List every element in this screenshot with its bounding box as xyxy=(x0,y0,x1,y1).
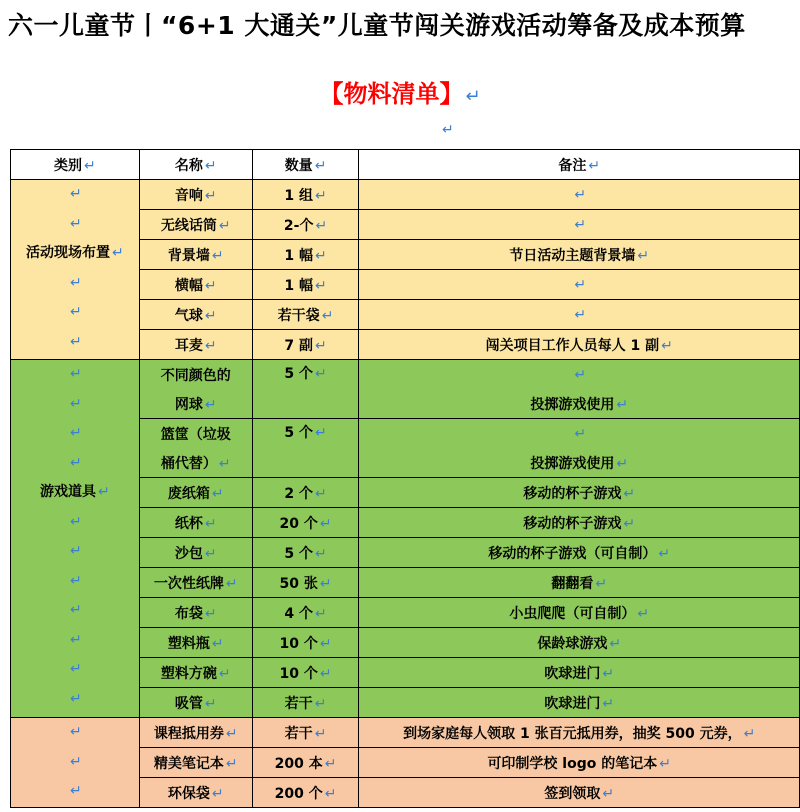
category-cell xyxy=(11,360,140,718)
item-quantity: 1 幅 xyxy=(284,277,313,294)
category-cell xyxy=(11,718,140,808)
item-quantity: 10 个 xyxy=(279,665,318,682)
item-quantity: 5 个 xyxy=(284,425,313,441)
paragraph-mark-icon: ↵ xyxy=(70,304,82,320)
item-note-cell xyxy=(359,748,800,778)
item-name-cell xyxy=(139,508,252,538)
item-note-cell xyxy=(359,210,800,240)
paragraph-mark-icon: ↵ xyxy=(204,337,217,354)
paragraph-mark-icon: ↵ xyxy=(204,277,217,294)
paragraph-mark-icon: ↵ xyxy=(70,186,82,202)
item-name-cell xyxy=(139,478,252,508)
paragraph-mark-icon: ↵ xyxy=(70,366,82,382)
item-quantity: 5 个 xyxy=(284,366,313,382)
paragraph-mark-icon: ↵ xyxy=(616,396,629,413)
paragraph-mark-icon: ↵ xyxy=(204,187,217,204)
item-quantity: 4 个 xyxy=(284,605,313,622)
item-name-cell xyxy=(139,270,252,300)
table-row xyxy=(11,718,800,748)
paragraph-mark-icon: ↵ xyxy=(70,690,82,707)
item-note: 投掷游戏使用 xyxy=(530,455,615,472)
paragraph-mark-icon: ↵ xyxy=(574,366,587,383)
item-name: 网球 xyxy=(174,396,203,413)
item-quantity-cell xyxy=(252,778,359,808)
item-name: 耳麦 xyxy=(174,337,203,354)
item-quantity-cell xyxy=(252,628,359,658)
paragraph-mark-icon: ↵ xyxy=(602,665,615,682)
item-quantity: 1 幅 xyxy=(284,247,313,264)
paragraph-mark-icon: ↵ xyxy=(70,274,82,291)
header-quantity: 数量 ↵ xyxy=(252,150,359,180)
item-note: 可印制学校 logo 的笔记本 xyxy=(487,755,658,772)
paragraph-mark-icon: ↵ xyxy=(70,454,82,471)
item-name: 精美笔记本 xyxy=(153,755,224,772)
paragraph-mark-icon: ↵ xyxy=(70,513,82,530)
item-quantity-cell xyxy=(252,210,359,240)
paragraph-mark-icon: ↵ xyxy=(204,307,217,324)
paragraph-mark-icon: ↵ xyxy=(225,755,238,772)
paragraph-mark-icon: ↵ xyxy=(574,276,587,293)
paragraph-mark-icon: ↵ xyxy=(743,725,756,742)
paragraph-mark-icon: ↵ xyxy=(225,725,238,742)
paragraph-mark-icon: ↵ xyxy=(602,785,615,802)
paragraph-mark-icon: ↵ xyxy=(574,186,587,203)
paragraph-mark-icon: ↵ xyxy=(324,755,337,772)
item-note-cell xyxy=(359,628,800,658)
item-quantity: 2-个 xyxy=(283,217,314,234)
paragraph-mark-icon: ↵ xyxy=(204,515,217,532)
item-name: 布袋 xyxy=(174,605,203,622)
paragraph-mark-icon: ↵ xyxy=(211,785,224,802)
item-name: 桶代替） xyxy=(160,455,217,472)
item-name-cell xyxy=(139,778,252,808)
paragraph-mark-icon: ↵ xyxy=(321,307,334,324)
item-quantity-cell xyxy=(252,180,359,210)
paragraph-mark-icon: ↵ xyxy=(315,247,327,264)
item-quantity: 200 个 xyxy=(274,785,323,802)
paragraph-mark-icon: ↵ xyxy=(218,665,231,682)
item-name-cell xyxy=(139,718,252,748)
paragraph-mark-icon: ↵ xyxy=(70,333,82,350)
item-name-cell xyxy=(139,628,252,658)
paragraph-mark-icon: ↵ xyxy=(211,247,224,264)
paragraph-mark-icon: ↵ xyxy=(315,337,327,354)
item-note: 移动的杯子游戏（可自制） xyxy=(488,545,657,562)
paragraph-mark-icon: ↵ xyxy=(442,122,454,138)
item-note: 节日活动主题背景墙 xyxy=(509,247,636,264)
paragraph-mark-icon: ↵ xyxy=(661,337,673,354)
item-quantity: 若干 xyxy=(284,725,313,742)
item-name-cell xyxy=(139,658,252,688)
paragraph-mark-icon: ↵ xyxy=(204,695,217,712)
item-name: 塑料方碗 xyxy=(160,665,217,682)
item-note: 吹球进门 xyxy=(544,665,601,682)
item-note-cell xyxy=(359,688,800,718)
item-quantity-cell xyxy=(252,270,359,300)
item-quantity-cell xyxy=(252,598,359,628)
item-name: 篮筐（垃圾 xyxy=(160,426,231,443)
item-name: 纸杯 xyxy=(174,515,203,532)
item-quantity: 10 个 xyxy=(279,635,318,652)
item-quantity: 若干袋 xyxy=(277,307,320,324)
paragraph-mark-icon: ↵ xyxy=(112,245,124,261)
paragraph-mark-icon: ↵ xyxy=(574,216,587,233)
item-quantity-cell xyxy=(252,508,359,538)
paragraph-mark-icon: ↵ xyxy=(602,695,615,712)
item-note: 保龄球游戏 xyxy=(537,635,608,652)
item-name: 无线话筒 xyxy=(160,217,217,234)
item-name: 横幅 xyxy=(174,277,203,294)
item-quantity: 20 个 xyxy=(279,515,318,532)
paragraph-mark-icon: ↵ xyxy=(574,306,587,323)
item-note-cell xyxy=(359,598,800,628)
item-name-cell xyxy=(139,448,252,478)
item-note-cell xyxy=(359,568,800,598)
paragraph-mark-icon: ↵ xyxy=(70,753,82,770)
item-name-cell xyxy=(139,419,252,449)
paragraph-mark-icon: ↵ xyxy=(319,575,332,592)
item-quantity: 1 组 xyxy=(284,187,313,204)
item-quantity: 5 个 xyxy=(284,545,313,562)
paragraph-mark-icon: ↵ xyxy=(465,86,481,107)
item-name-cell xyxy=(139,598,252,628)
item-name: 背景墙 xyxy=(167,247,210,264)
item-note: 移动的杯子游戏 xyxy=(523,485,622,502)
item-quantity: 若干 xyxy=(284,695,313,712)
item-quantity-cell xyxy=(252,360,359,419)
item-name-cell xyxy=(139,389,252,419)
item-quantity-cell xyxy=(252,419,359,478)
item-name-cell xyxy=(139,748,252,778)
item-note: 签到领取 xyxy=(544,785,601,802)
category-label: 活动现场布置 xyxy=(26,245,111,261)
header-category: 类别 ↵ xyxy=(11,150,140,180)
paragraph-mark-icon: ↵ xyxy=(623,515,636,532)
item-quantity: 200 本 xyxy=(274,755,323,772)
item-note: 吹球进门 xyxy=(544,695,601,712)
item-note: 移动的杯子游戏 xyxy=(523,515,622,532)
item-name: 塑料瓶 xyxy=(167,635,210,652)
item-name-cell xyxy=(139,300,252,330)
item-name: 吸管 xyxy=(174,695,203,712)
paragraph-mark-icon: ↵ xyxy=(204,545,217,562)
paragraph-mark-icon: ↵ xyxy=(70,572,82,589)
item-note: 投掷游戏使用 xyxy=(530,396,615,413)
item-note-cell xyxy=(359,718,800,748)
item-quantity-cell xyxy=(252,688,359,718)
item-note-cell xyxy=(359,419,800,449)
table-row xyxy=(11,180,800,210)
item-note-cell xyxy=(359,240,800,270)
paragraph-mark-icon: ↵ xyxy=(225,575,238,592)
paragraph-mark-icon: ↵ xyxy=(637,247,650,264)
paragraph-mark-icon: ↵ xyxy=(319,515,332,532)
document-title: 六一儿童节丨“6+1 大通关”儿童节闯关游戏活动筹备及成本预算 xyxy=(8,11,746,40)
item-name: 废纸箱 xyxy=(167,485,210,502)
item-quantity-cell xyxy=(252,330,359,360)
item-quantity: 50 张 xyxy=(279,575,318,592)
table-row xyxy=(11,360,800,390)
item-name-cell xyxy=(139,688,252,718)
item-note: 翻翻看 xyxy=(551,575,594,592)
paragraph-mark-icon: ↵ xyxy=(70,543,82,559)
item-note: 到场家庭每人领取 1 张百元抵用券，抽奖 500 元券， xyxy=(403,725,742,742)
paragraph-mark-icon: ↵ xyxy=(314,695,327,712)
paragraph-mark-icon: ↵ xyxy=(70,661,82,677)
paragraph-mark-icon: ↵ xyxy=(315,187,327,204)
item-quantity-cell xyxy=(252,478,359,508)
category-cell xyxy=(11,180,140,360)
item-name: 不同颜色的 xyxy=(160,367,231,384)
item-quantity-cell xyxy=(252,538,359,568)
item-note-cell xyxy=(359,508,800,538)
item-name: 环保袋 xyxy=(167,785,210,802)
paragraph-mark-icon: ↵ xyxy=(314,725,327,742)
item-name-cell xyxy=(139,240,252,270)
paragraph-mark-icon: ↵ xyxy=(319,665,332,682)
category-label: 游戏道具 xyxy=(40,484,97,500)
paragraph-mark-icon: ↵ xyxy=(315,217,328,234)
paragraph-mark-icon: ↵ xyxy=(595,575,608,592)
item-quantity: 2 个 xyxy=(284,485,313,502)
paragraph-mark-icon: ↵ xyxy=(211,485,224,502)
paragraph-mark-icon: ↵ xyxy=(616,455,629,472)
item-name-cell xyxy=(139,180,252,210)
paragraph-mark-icon: ↵ xyxy=(609,635,622,652)
item-name-cell xyxy=(139,360,252,390)
paragraph-mark-icon: ↵ xyxy=(315,605,327,622)
item-note-cell xyxy=(359,478,800,508)
item-note-cell xyxy=(359,360,800,390)
item-note: 小虫爬爬（可自制） xyxy=(509,605,636,622)
paragraph-mark-icon: ↵ xyxy=(315,545,327,562)
item-note-cell xyxy=(359,180,800,210)
item-note-cell xyxy=(359,270,800,300)
paragraph-mark-icon: ↵ xyxy=(315,425,327,441)
paragraph-mark-icon: ↵ xyxy=(70,425,82,441)
item-note-cell xyxy=(359,448,800,478)
paragraph-mark-icon: ↵ xyxy=(315,366,327,382)
item-note-cell xyxy=(359,300,800,330)
paragraph-mark-icon: ↵ xyxy=(70,724,82,740)
header-name: 名称 ↵ xyxy=(139,150,252,180)
item-quantity-cell xyxy=(252,300,359,330)
item-name: 音响 xyxy=(174,187,203,204)
item-name-cell xyxy=(139,210,252,240)
paragraph-mark-icon: ↵ xyxy=(623,485,636,502)
item-quantity-cell xyxy=(252,748,359,778)
paragraph-mark-icon: ↵ xyxy=(211,635,224,652)
paragraph-mark-icon: ↵ xyxy=(637,605,650,622)
paragraph-mark-icon: ↵ xyxy=(218,455,231,472)
item-note-cell xyxy=(359,389,800,419)
paragraph-mark-icon: ↵ xyxy=(70,783,82,799)
paragraph-mark-icon: ↵ xyxy=(659,755,671,772)
item-note-cell xyxy=(359,658,800,688)
item-note-cell xyxy=(359,778,800,808)
item-note-cell xyxy=(359,330,800,360)
table-header-row xyxy=(11,150,800,180)
item-name-cell xyxy=(139,568,252,598)
item-name-cell xyxy=(139,538,252,568)
paragraph-mark-icon: ↵ xyxy=(315,277,327,294)
item-name: 课程抵用券 xyxy=(153,725,224,742)
section-subtitle: 【物料清单】 ↵ xyxy=(319,80,481,108)
paragraph-mark-icon: ↵ xyxy=(319,635,332,652)
paragraph-mark-icon: ↵ xyxy=(204,396,217,413)
item-quantity-cell xyxy=(252,568,359,598)
item-quantity-cell xyxy=(252,658,359,688)
paragraph-mark-icon: ↵ xyxy=(70,395,82,412)
item-quantity-cell xyxy=(252,718,359,748)
paragraph-mark-icon: ↵ xyxy=(324,785,337,802)
item-quantity-cell xyxy=(252,240,359,270)
item-name: 沙包 xyxy=(174,545,203,562)
paragraph-mark-icon: ↵ xyxy=(574,425,587,442)
paragraph-mark-icon: ↵ xyxy=(70,602,82,618)
paragraph-mark-icon: ↵ xyxy=(70,215,82,232)
paragraph-mark-icon: ↵ xyxy=(218,217,231,234)
item-quantity: 7 副 xyxy=(284,337,313,354)
item-name: 气球 xyxy=(174,307,203,324)
paragraph-mark-icon: ↵ xyxy=(70,631,82,648)
item-name: 一次性纸牌 xyxy=(153,575,224,592)
materials-table xyxy=(10,149,800,808)
paragraph-mark-icon: ↵ xyxy=(315,485,327,502)
paragraph-mark-icon: ↵ xyxy=(204,605,217,622)
item-note-cell xyxy=(359,538,800,568)
item-name-cell xyxy=(139,330,252,360)
header-note: 备注 ↵ xyxy=(359,150,800,180)
item-note: 闯关项目工作人员每人 1 副 xyxy=(485,337,660,354)
paragraph-mark-icon: ↵ xyxy=(98,484,110,500)
paragraph-mark-icon: ↵ xyxy=(658,545,671,562)
